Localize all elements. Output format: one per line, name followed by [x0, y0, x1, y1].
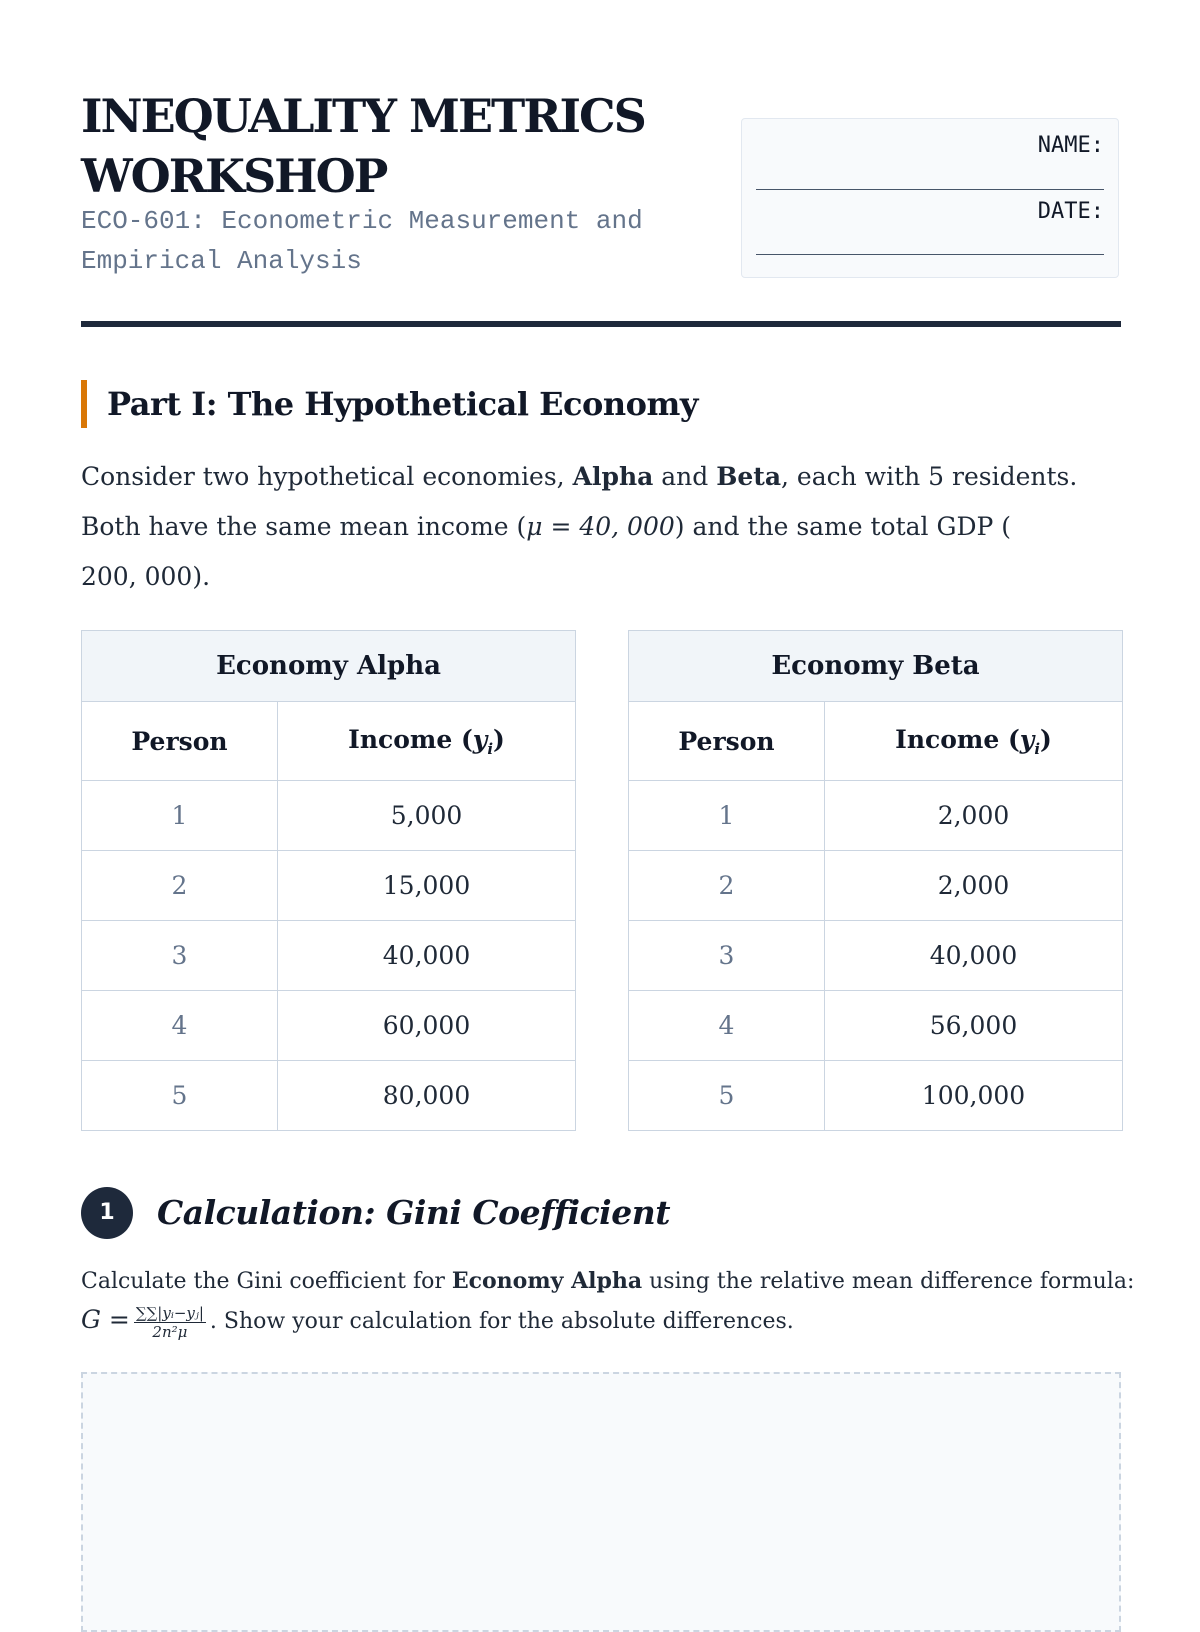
prompt-text-3: . Show your calculation for the absolute differences.: [209, 1309, 794, 1334]
table-row: [629, 1061, 1123, 1131]
person-cell: 1: [82, 781, 278, 851]
intro-text-3: ) and the same total GDP (: [674, 512, 1012, 541]
income-cell: 15,000: [278, 851, 576, 921]
person-cell: 3: [82, 921, 278, 991]
income-cell: 40,000: [278, 921, 576, 991]
answer-area[interactable]: [81, 1372, 1121, 1632]
person-cell: 3: [629, 921, 825, 991]
person-cell: 4: [629, 991, 825, 1061]
worksheet-title: INEQUALITY METRICS WORKSHOP: [81, 89, 645, 203]
income-cell: 2,000: [825, 851, 1123, 921]
person-cell: 1: [629, 781, 825, 851]
formula-numerator: ∑∑|yᵢ−yⱼ|: [135, 1303, 204, 1322]
intro-text-2: , each with 5 residents. Both have the same mean income (: [81, 462, 1078, 541]
person-cell: 2: [82, 851, 278, 921]
table-row: [82, 921, 576, 991]
person-cell: 4: [82, 991, 278, 1061]
course-subtitle: ECO-601: Econometric Measurement and Empirical Analysis: [81, 206, 643, 276]
intro-text-1: Consider two hypothetical economies,: [81, 462, 573, 491]
table-caption: Economy Alpha: [82, 631, 576, 702]
formula-denominator: 2n²μ: [152, 1322, 188, 1341]
income-cell: 5,000: [278, 781, 576, 851]
gini-formula-fraction: [134, 1304, 206, 1341]
prompt-text-2: using the relative mean difference formula:: [642, 1269, 1135, 1294]
mean-expression: μ = 40, 000: [526, 512, 675, 541]
intro-and: and: [653, 462, 717, 491]
income-cell: 40,000: [825, 921, 1123, 991]
intro-text-4: ).: [192, 562, 211, 591]
person-cell: 5: [82, 1061, 278, 1131]
name-label: NAME:: [1037, 133, 1104, 158]
question-prompt: [81, 1262, 1141, 1341]
table-row: [82, 991, 576, 1061]
worksheet-header: [81, 86, 1121, 326]
table-row: [629, 991, 1123, 1061]
col-header-income: Income $(y_i)$: [278, 702, 576, 781]
economy-alpha-table: [81, 630, 576, 1131]
table-row: [82, 781, 576, 851]
income-cell: 56,000: [825, 991, 1123, 1061]
income-cell: 80,000: [278, 1061, 576, 1131]
question-number-badge: 1: [81, 1187, 133, 1239]
table-row: [82, 851, 576, 921]
prompt-bold: Economy Alpha: [451, 1268, 643, 1294]
col-header-person: Person: [629, 702, 825, 781]
person-cell: 5: [629, 1061, 825, 1131]
section-title: Part I: The Hypothetical Economy: [81, 380, 698, 428]
col-header-income: Income $(y_i)$: [825, 702, 1123, 781]
beta-label: Beta: [716, 462, 782, 491]
income-cell: 60,000: [278, 991, 576, 1061]
table-row: [629, 921, 1123, 991]
alpha-label: Alpha: [572, 462, 654, 491]
table-row: [82, 1061, 576, 1131]
income-cell: 100,000: [825, 1061, 1123, 1131]
person-cell: 2: [629, 851, 825, 921]
intro-paragraph: [81, 452, 1121, 602]
gdp-expression: 200, 000: [81, 562, 193, 591]
header-divider: [81, 321, 1121, 327]
name-line: [756, 189, 1104, 190]
date-line: [756, 254, 1104, 255]
table-row: [629, 781, 1123, 851]
col-header-person: Person: [82, 702, 278, 781]
prompt-text-1: Calculate the Gini coefficient for: [81, 1269, 452, 1294]
income-cell: 2,000: [825, 781, 1123, 851]
formula-lhs: G =: [81, 1305, 130, 1334]
economy-beta-table: [628, 630, 1123, 1131]
date-label: DATE:: [1037, 199, 1104, 224]
table-caption: Economy Beta: [629, 631, 1123, 702]
name-date-box: [741, 118, 1119, 278]
table-row: [629, 851, 1123, 921]
question-title: Calculation: Gini Coefficient: [157, 1193, 670, 1232]
